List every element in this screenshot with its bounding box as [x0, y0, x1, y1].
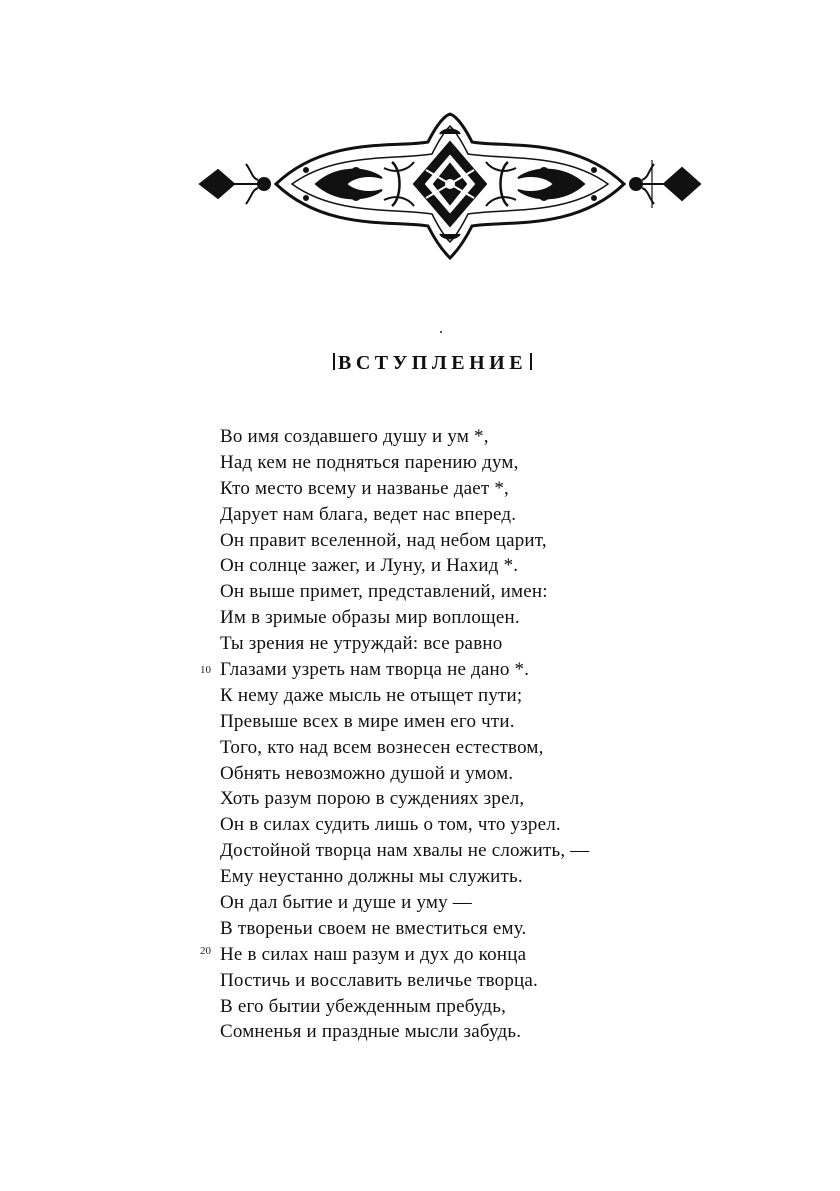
poem-line: В твореньи своем не вместиться ему.	[220, 917, 527, 939]
poem-line: Сомненья и праздные мысли забудь.	[220, 1021, 522, 1043]
poem-line: Он выше примет, представлений, имен:	[220, 581, 548, 603]
title-right-bracket	[530, 353, 532, 370]
poem-line: Дарует нам блага, ведет нас вперед.	[220, 503, 517, 525]
poem-line: Постичь и восславить величье творца.	[220, 969, 538, 991]
poem-line: Глазами узреть нам творца не дано *.	[220, 659, 530, 681]
arabesque-ornament-icon	[196, 112, 704, 260]
line-number-10: 10	[200, 664, 211, 676]
poem-line: Ты зрения не утруждай: все равно	[220, 633, 503, 655]
ink-speck	[440, 331, 442, 333]
line-number-20: 20	[200, 945, 211, 957]
poem-line: Он в силах судить лишь о том, что узрел.	[220, 814, 561, 836]
poem-line: Ему неустанно должны мы служить.	[220, 866, 523, 888]
poem-line: Над кем не подняться парению дум,	[220, 451, 519, 473]
poem-line: Превыше всех в мире имен его чти.	[220, 710, 515, 732]
poem-line: Он солнце зажег, и Луну, и Нахид *.	[220, 555, 519, 577]
poem-line: Достойной творца нам хвалы не сложить, —	[220, 840, 590, 862]
poem-line: Он дал бытие и душе и уму —	[220, 892, 472, 914]
poem-line: Обнять невозможно душой и умом.	[220, 762, 514, 784]
poem-line: Во имя создавшего душу и ум *,	[220, 426, 489, 447]
poem-line: Он правит вселенной, над небом царит,	[220, 529, 547, 551]
poem-line: Того, кто над всем вознесен естеством,	[220, 736, 544, 758]
poem-line: Кто место всему и названье дает *,	[220, 477, 509, 499]
poem	[220, 424, 660, 1045]
section-title	[330, 352, 570, 375]
section-title-text: ВСТУПЛЕНИЕ	[338, 352, 528, 374]
poem-line: Хоть разум порою в суждениях зрел,	[220, 788, 525, 810]
poem-line: Не в силах наш разум и дух до конца	[220, 943, 527, 965]
poem-line: Им в зримые образы мир воплощен.	[220, 607, 520, 629]
poem-line: К нему даже мысль не отыщет пути;	[220, 684, 523, 706]
title-left-bracket	[333, 353, 335, 370]
poem-line: В его бытии убежденным пребудь,	[220, 995, 507, 1017]
